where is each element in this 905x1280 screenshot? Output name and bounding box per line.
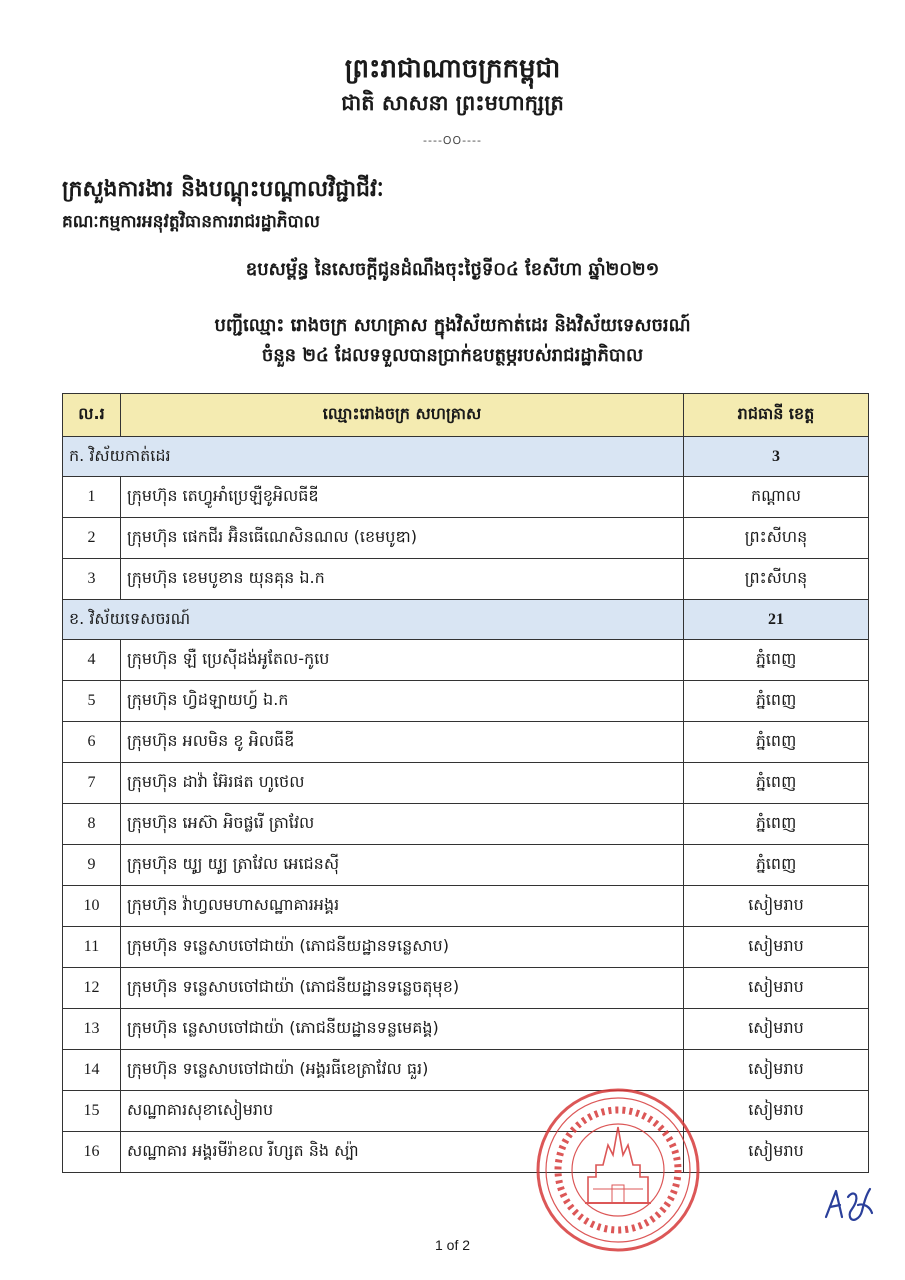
table-row [63,1050,869,1091]
table-row [63,518,869,559]
row-number: 4 [63,640,121,681]
section-label: ខ. វិស័យទេសចរណ៍ [63,600,684,640]
national-motto: ជាតិ សាសនា ព្រះមហាក្សត្រ [341,91,564,115]
row-number: 2 [63,518,121,559]
table-row [63,722,869,763]
header-company-name: ឈ្មោះរោងចក្រ សហគ្រាស [121,394,684,437]
table-row [63,763,869,804]
province: ព្រះសីហនុ [684,518,869,559]
section-count: 3 [684,437,869,477]
province: សៀមរាប [684,1091,869,1132]
row-number: 5 [63,681,121,722]
section-row-tourism [63,600,869,640]
province: សៀមរាប [684,1009,869,1050]
province: ភ្នំពេញ [684,804,869,845]
company-name: ក្រុមហ៊ុន ដាវ៉ា អ៊ែរផត ហូថេល [121,763,684,804]
table-row [63,968,869,1009]
page-number: 1 of 2 [434,1237,471,1253]
company-name: ក្រុមហ៊ុន ទន្លេសាបចៅជាយ៉ា (ភោជនីយដ្ឋានទន្លេសាប) [121,927,684,968]
list-title: បញ្ជីឈ្មោះ រោងចក្រ សហគ្រាស ក្នុងវិស័យកាត់ដេរ និងវិស័យទេសចរណ៍ [214,315,691,336]
province: សៀមរាប [684,1132,869,1173]
table-header-row [63,394,869,437]
company-name: ក្រុមហ៊ុន វ៉ាហ្វលមហាសណ្ឋាគារអង្គរ [121,886,684,927]
row-number: 15 [63,1091,121,1132]
ornament-divider: ----ᱛᱛ---- [423,134,482,147]
province: ភ្នំពេញ [684,681,869,722]
company-name: ក្រុមហ៊ុន អលមិន ខូ អិលធីឌី [121,722,684,763]
province: ភ្នំពេញ [684,845,869,886]
company-name: ក្រុមហ៊ុន ខេមបូខាន យុនគុន ឯ.ក [121,559,684,600]
province: ព្រះសីហនុ [684,559,869,600]
table-row [63,1009,869,1050]
table-row [63,845,869,886]
table-row [63,559,869,600]
row-number: 11 [63,927,121,968]
province: សៀមរាប [684,927,869,968]
table-row [63,681,869,722]
table-row [63,886,869,927]
company-name: ក្រុមហ៊ុន យូ្យ យូ្យ ត្រាវែល អេជេនស៊ី [121,845,684,886]
company-name: ក្រុមហ៊ុន ហ្វិដឡាយហ្វ៍ ឯ.ក [121,681,684,722]
committee-name: គណៈកម្មការអនុវត្តវិធានការរាជរដ្ឋាភិបាល [62,212,320,232]
table-row [63,477,869,518]
ministry-name: ក្រសួងការងារ និងបណ្តុះបណ្តាលវិជ្ជាជីវៈ [62,177,384,202]
row-number: 7 [63,763,121,804]
company-name: សណ្ឋាគារសុខាសៀមរាប [121,1091,684,1132]
row-number: 14 [63,1050,121,1091]
province: សៀមរាប [684,1050,869,1091]
company-name: ក្រុមហ៊ុន ទន្លេសាបចៅជាយ៉ា (ភោជនីយដ្ឋានទន្លេចតុមុខ) [121,968,684,1009]
row-number: 1 [63,477,121,518]
kingdom-heading: ព្រះរាជាណាចក្រកម្ពុជា [344,54,561,84]
company-name: ក្រុមហ៊ុន ទន្លេសាបចៅជាយ៉ា (អង្គរធីខេត្រាវែល ធួរ) [121,1050,684,1091]
row-number: 9 [63,845,121,886]
company-name: ក្រុមហ៊ុន ន្លេសាបចៅជាយ៉ា (ភោជនីយដ្ឋានទន្លមេគង្គ) [121,1009,684,1050]
row-number: 3 [63,559,121,600]
header-province: រាជធានី ខេត្ត [684,394,869,437]
section-count: 21 [684,600,869,640]
table-row [63,1091,869,1132]
table-row [63,640,869,681]
province: ភ្នំពេញ [684,722,869,763]
company-name: ក្រុមហ៊ុន តេហ្វូអាំប្រេឡឺខូអិលធីឌី [121,477,684,518]
list-subtitle: ចំនួន ២៤ ដែលទទួលបានប្រាក់ឧបត្ថម្ភរបស់រាជរដ្ឋាភិបាល [261,345,644,366]
province: សៀមរាប [684,968,869,1009]
company-name: ក្រុមហ៊ុន ផេកជីរ អ៊ិនធើណេសិនណល (ខេមបូឌា) [121,518,684,559]
row-number: 13 [63,1009,121,1050]
row-number: 8 [63,804,121,845]
province: សៀមរាប [684,886,869,927]
section-row-garment [63,437,869,477]
province: ភ្នំពេញ [684,640,869,681]
company-name: សណ្ឋាគារ អង្គរមីរ៉ាខល រីហ្សត និង ស្ប៉ា [121,1132,684,1173]
section-label: ក. វិស័យកាត់ដេរ [63,437,684,477]
official-seal [533,1085,703,1255]
province: ភ្នំពេញ [684,763,869,804]
annex-title: ឧបសម្ព័ន្ធ នៃសេចក្តីជូនដំណឹងចុះថ្ងៃទី០៤ ខែសីហា ឆ្នាំ២០២១ [245,259,660,280]
row-number: 12 [63,968,121,1009]
province: កណ្តាល [684,477,869,518]
table-row [63,804,869,845]
row-number: 10 [63,886,121,927]
row-number: 6 [63,722,121,763]
table-row [63,927,869,968]
company-name: ក្រុមហ៊ុន ឡឺ ប្រេស៊ីដង់អូតែល-កូបេ [121,640,684,681]
company-name: ក្រុមហ៊ុន អេស៊ា អិចផ្លរើ ត្រាវែល [121,804,684,845]
header-number: ល.រ [63,394,121,437]
table-row [63,1132,869,1173]
signature-initial [822,1183,878,1227]
row-number: 16 [63,1132,121,1173]
company-table [62,393,869,1173]
